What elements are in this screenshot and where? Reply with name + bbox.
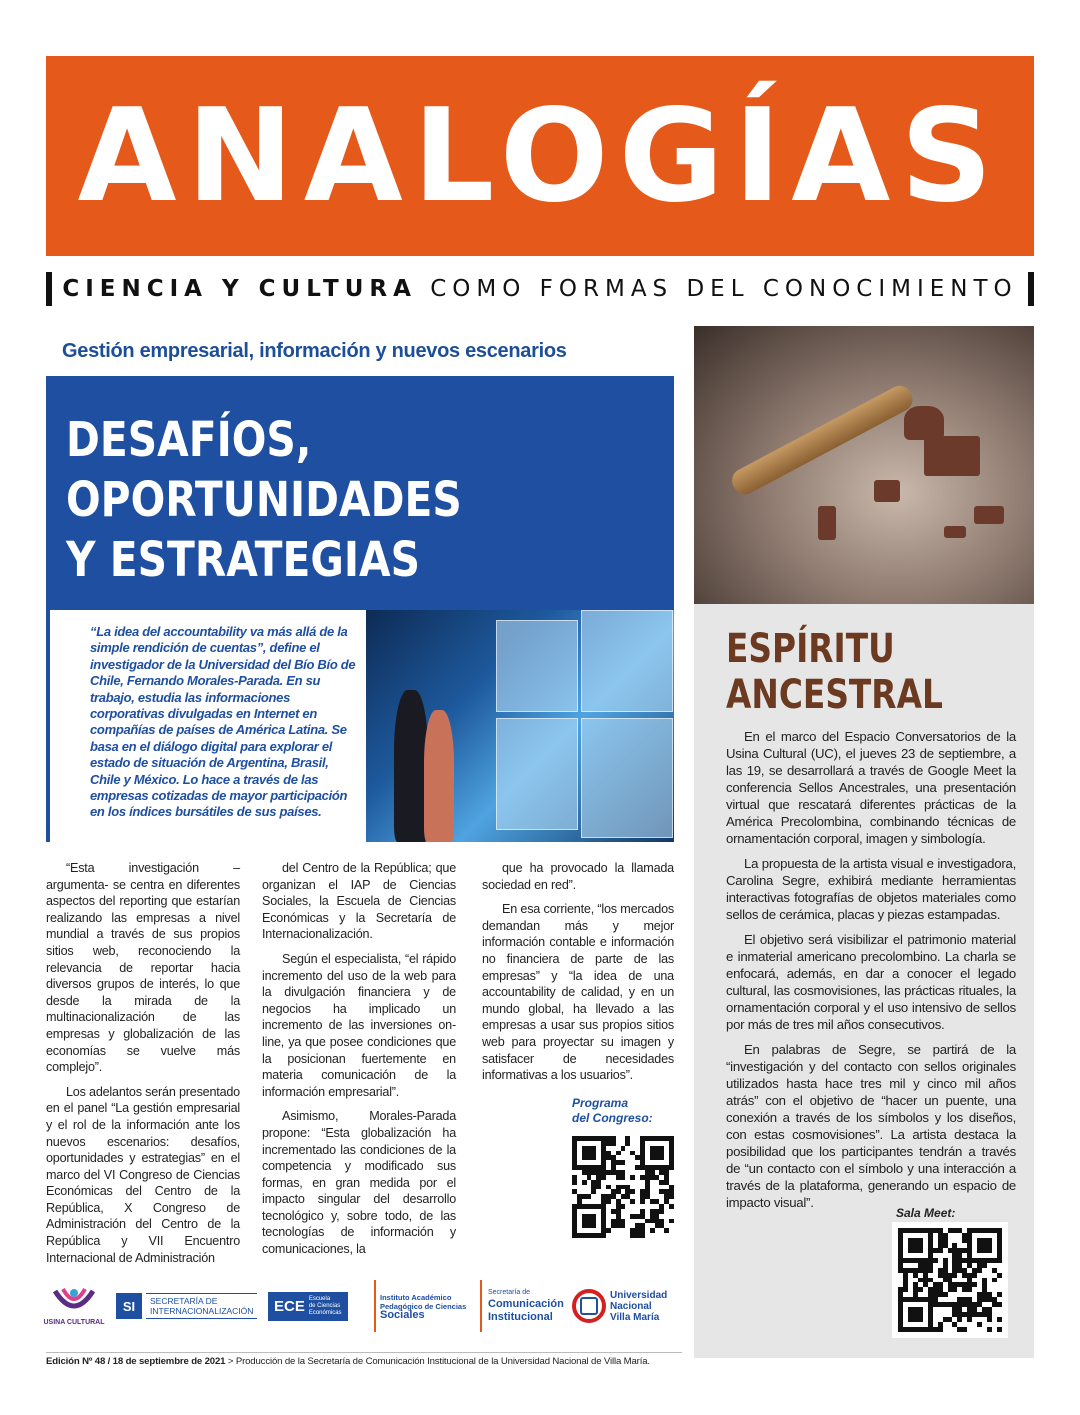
sci-line-2: Comunicación bbox=[488, 1298, 564, 1310]
iap-line-2: Pedagógico de Ciencias bbox=[380, 1301, 467, 1311]
sidebar-headline-line-2: ANCESTRAL bbox=[726, 672, 943, 718]
edition-date: / 18 de septiembre de 2021 bbox=[107, 1356, 226, 1367]
iap-logo bbox=[374, 1280, 466, 1332]
ece-box bbox=[268, 1292, 348, 1321]
unvm-seal-icon bbox=[572, 1289, 606, 1323]
paragraph: La propuesta de la artista visual e investigadora, Carolina Segre, exhibirá mediante herramientas interactivas fotografías de objetos materiales como sellos de cerámica, placas y piezas estampadas. bbox=[726, 856, 1016, 922]
ece-mark: ECE bbox=[274, 1297, 305, 1315]
paragraph: Según el especialista, “el rápido incremento del uso de la web para la divulgación financiera y de negocios ha implicado un incremento de las inversiones on-line, ya que posee condiciones que la posicionan fuertemente en materia comunicación de la información empresarial”. bbox=[262, 951, 456, 1099]
ece-line-2: de Ciencias bbox=[308, 1302, 341, 1309]
publication-title: ANALOGÍAS bbox=[77, 81, 1003, 231]
unvm-line-2: Nacional bbox=[610, 1300, 652, 1312]
paragraph: Asimismo, Morales-Parada propone: “Esta globalización ha incrementado las condiciones de la competencia y modificado sus formas, en gran medida por el impacto singular del desarrollo tecnológico y, sobre todo, de las tecnologías de información y comunicaciones, la bbox=[262, 1109, 456, 1257]
masthead bbox=[46, 56, 1034, 256]
congress-qr-code[interactable] bbox=[572, 1136, 674, 1238]
article-column-2 bbox=[262, 860, 456, 1266]
paragraph: del Centro de la República; que organizan el IAP de Ciencias Sociales, la Escuela de Ciencias Económicas y la Secretaría de Internacionalización. bbox=[262, 861, 456, 942]
congress-qr-label bbox=[572, 1096, 653, 1126]
ancestral-seals-photo bbox=[694, 326, 1034, 604]
paragraph: En el marco del Espacio Conversatorios de la Usina Cultural (UC), el jueves 23 de septiembre, a las 19, se desarrollará a través de Google Meet la conferencia Sellos Ancestrales, una presentación virtual que rescatará diferentes prácticas de la América Precolombina, combinando técnicas de ornamentación corporal, imagen y simbología. bbox=[726, 729, 1016, 846]
qr-label-line-1: Programa bbox=[572, 1096, 629, 1110]
headline-line-1: DESAFÍOS, bbox=[66, 412, 312, 468]
iap-text bbox=[380, 1293, 466, 1320]
photo-seal-piece bbox=[818, 506, 836, 540]
paragraph: El objetivo será visibilizar el patrimonio material e inmaterial americano precolombino. La charla se enfocará, además, en dar a conocer el legado cultural, las cosmovisiones, las prácticas rituales, la ornamentación corporal y el uso intensivo de sellos por más de tres mil años consecutivos. bbox=[726, 932, 1016, 1032]
headline-line-2: OPORTUNIDADES bbox=[66, 472, 462, 528]
unvm-line-3: Villa María bbox=[610, 1311, 660, 1323]
sci-line-3: Institucional bbox=[488, 1311, 553, 1323]
photo-screen bbox=[581, 718, 673, 838]
photo-seal-piece bbox=[944, 526, 966, 538]
meet-qr-code[interactable] bbox=[892, 1222, 1008, 1338]
sidebar-headline bbox=[726, 626, 943, 718]
si-logo bbox=[116, 1280, 257, 1332]
photo-person bbox=[394, 690, 428, 842]
article-section-heading: Gestión empresarial, información y nuevos escenarios bbox=[62, 340, 567, 362]
tagline-bold: CIENCIA Y CULTURA bbox=[62, 276, 417, 302]
article-headline bbox=[66, 410, 568, 590]
qr-pattern bbox=[898, 1228, 1002, 1332]
logo-strip bbox=[43, 1280, 682, 1332]
edition-number: Edición Nº 48 bbox=[46, 1356, 106, 1367]
sci-logo bbox=[480, 1280, 564, 1332]
photo-seal-piece bbox=[924, 436, 980, 476]
usina-text: USINA CULTURAL bbox=[43, 1318, 105, 1326]
paragraph: Los adelantos serán presentado en el panel “La gestión empresarial y el rol de la información ante los nuevos escenarios: desafíos, oportunidades y estrategias” en el marco del VI Congreso de Ciencias Económicas del Centro de la República, X Congreso de Administración del Centro de la República y VII Encuentro Internacional de Administración bbox=[46, 1084, 240, 1265]
headline-line-3: Y ESTRATEGIAS bbox=[66, 532, 420, 588]
photo-screen bbox=[496, 718, 578, 830]
data-wall-photo bbox=[366, 610, 674, 842]
photo-seal-piece bbox=[874, 480, 900, 502]
unvm-text bbox=[610, 1290, 667, 1323]
ece-caption bbox=[309, 1296, 342, 1317]
tagline-light: COMO FORMAS DEL CONOCIMIENTO bbox=[430, 276, 1018, 302]
iap-line-3: Sociales bbox=[380, 1308, 425, 1321]
paragraph: En esa corriente, “los mercados demandan más y mejor información contable e información no financiera de parte de las empresas” y “la idea de una accountability de calidad, y en un mundo global, ha llevado a las empresas a usar sus propios sitios web para proyectar su imagen y satisfacer de necesidades informativas a los usuarios”. bbox=[482, 902, 674, 1083]
si-line-1: SECRETARÍA DE bbox=[150, 1296, 218, 1306]
tagline-left-bar bbox=[46, 272, 52, 306]
photo-screen bbox=[496, 620, 578, 712]
sidebar-headline-line-1: ESPÍRITU bbox=[726, 626, 895, 672]
footer bbox=[46, 1356, 650, 1367]
si-text bbox=[146, 1293, 257, 1319]
article-column-3 bbox=[482, 860, 674, 1092]
si-mark: SI bbox=[116, 1293, 142, 1319]
tagline bbox=[62, 276, 1017, 302]
unvm-logo bbox=[572, 1280, 667, 1332]
sci-line-1: Secretaría de bbox=[488, 1289, 531, 1296]
pull-quote-box bbox=[46, 610, 366, 842]
photo-screen bbox=[581, 610, 673, 712]
ece-logo bbox=[268, 1280, 348, 1332]
footer-divider bbox=[46, 1352, 682, 1353]
ece-line-3: Económicas bbox=[308, 1309, 342, 1316]
qr-pattern bbox=[572, 1136, 674, 1238]
unvm-line-1: Universidad bbox=[610, 1289, 668, 1301]
usina-cultural-logo bbox=[43, 1280, 105, 1332]
pull-quote: “La idea del accountability va más allá de la simple rendición de cuentas”, define el investigador de la Universidad del Bío Bío de Chile, Fernando Morales-Parada. En su trabajo, estudia las informaciones corporativas divulgadas en Internet en compañías de países de América Latina. Se basa en el diálogo digital para explorar el estado de situación de Argentina, Brasil, Chile y México. Lo hace a través de las empresas cotizadas de mayor participación en los índices bursátiles de sus países. bbox=[90, 624, 356, 820]
sidebar-body bbox=[726, 728, 1016, 1219]
paragraph: En palabras de Segre, se partirá de la “investigación y del contacto con sellos originales utilizados hasta hace tres mil y cinco mil años atrás” con el objetivo de “hacer un puente, una conexión a través de los símbolos y los diseños, con estas cosmovisiones”. La artista destaca la posibilidad que los participantes tendrán a través de “un contacto con el símbolo y una interacción a través de la plataforma, generando un espacio de impacto visual”. bbox=[726, 1042, 1016, 1210]
paragraph: “Esta investigación –argumenta- se centra en diferentes aspectos del reporting que estarían realizando las empresas a nivel mundial a través de sus propios sitios web, reconociendo la relevancia de reportar hacia diversos grupos de interés, lo que desde la mirada de la multinacionalización de las empresas y globalización de las economías se vuelve más complejo”. bbox=[46, 861, 240, 1075]
si-line-2: INTERNACIONALIZACIÓN bbox=[150, 1306, 254, 1316]
tagline-right-bar bbox=[1028, 272, 1034, 306]
article-column-1 bbox=[46, 860, 240, 1274]
sci-text bbox=[488, 1288, 564, 1324]
meet-qr-label: Sala Meet: bbox=[896, 1206, 956, 1220]
tagline-bar bbox=[46, 270, 1034, 308]
photo-seal-piece bbox=[974, 506, 1004, 524]
paragraph: que ha provocado la llamada sociedad en red”. bbox=[482, 861, 674, 892]
photo-seal-piece bbox=[904, 406, 944, 440]
photo-person bbox=[424, 710, 454, 842]
ece-line-1: Escuela bbox=[308, 1295, 331, 1302]
iap-line-1: Instituto Académico bbox=[380, 1292, 452, 1302]
usina-mark-icon bbox=[51, 1287, 97, 1317]
footer-credit: > Producción de la Secretaría de Comunicación Institucional de la Universidad Nacional de Villa María. bbox=[227, 1356, 650, 1367]
qr-label-line-2: del Congreso: bbox=[572, 1111, 653, 1125]
